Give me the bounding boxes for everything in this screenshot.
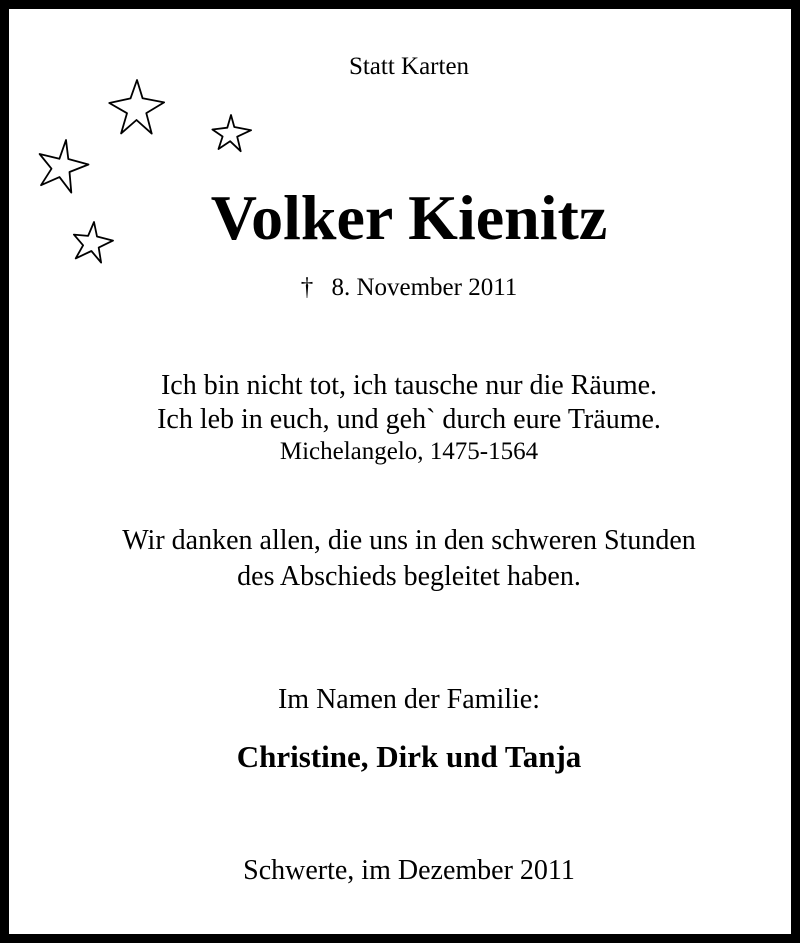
- thanks-line-2: des Abschieds begleitet haben.: [237, 561, 581, 592]
- poem-attribution: Michelangelo, 1475-1564: [279, 438, 539, 465]
- death-date: 8. November 2011: [331, 274, 518, 301]
- deceased-name: Volker Kienitz: [210, 182, 608, 253]
- poem-line-1: Ich bin nicht tot, ich tausche nur die Räume.: [160, 370, 658, 401]
- heading: Statt Karten: [348, 53, 470, 80]
- dagger-icon: †: [300, 274, 314, 301]
- star-1-icon: [109, 80, 164, 134]
- star-2-icon: [212, 115, 251, 151]
- poem-line-2: Ich leb in euch, und geh` durch eure Träume.: [157, 404, 661, 435]
- place-date: Schwerte, im Dezember 2011: [243, 855, 575, 886]
- family-intro: Im Namen der Familie:: [277, 684, 541, 715]
- family-names: Christine, Dirk und Tanja: [236, 739, 582, 774]
- death-date-row: [9, 274, 800, 302]
- thanks-line-1: Wir danken allen, die uns in den schweren Stunden: [122, 525, 696, 556]
